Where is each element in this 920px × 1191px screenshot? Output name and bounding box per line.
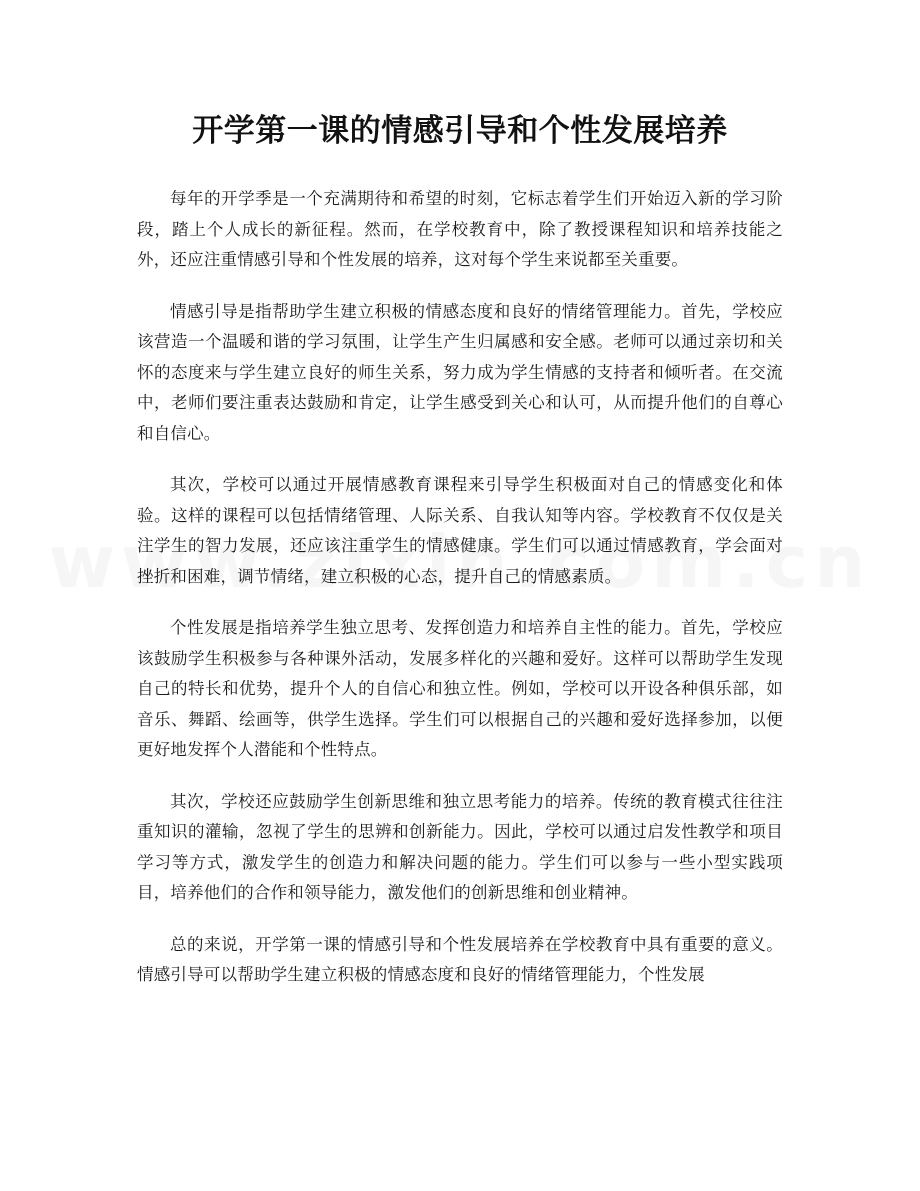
paragraph-4: 个性发展是指培养学生独立思考、发挥创造力和培养自主性的能力。首先，学校应该鼓励学生积极参与各种课外活动，发展多样化的兴趣和爱好。这样可以帮助学生发现自己的特长和优势，提升个人的自信心和独立性。例如，学校可以开设各种俱乐部，如音乐、舞蹈、绘画等，供学生选择。学生们可以根据自己的兴趣和爱好选择参加，以便更好地发挥个人潜能和个性特点。 [137,618,783,759]
document-title: 开学第一课的情感引导和个性发展培养 [192,113,728,149]
paragraph-2: 情感引导是指帮助学生建立积极的情感态度和良好的情绪管理能力。首先，学校应该营造一个温暖和谐的学习氛围，让学生产生归属感和安全感。老师可以通过亲切和关怀的态度来与学生建立良好的师生关系，努力成为学生情感的支持者和倾听者。在交流中，老师们要注重表达鼓励和肯定，让学生感受到关心和认可，从而提升他们的自尊心和自信心。 [137,301,783,443]
paragraph-1: 每年的开学季是一个充满期待和希望的时刻，它标志着学生们开始迈入新的学习阶段，踏上个人成长的新征程。然而，在学校教育中，除了教授课程知识和培养技能之外，还应注重情感引导和个性发展的培养，这对每个学生来说都至关重要。 [137,189,783,269]
paragraph-3: 其次，学校可以通过开展情感教育课程来引导学生积极面对自己的情感变化和体验。这样的课程可以包括情绪管理、人际关系、自我认知等内容。学校教育不仅仅是关注学生的智力发展，还应该注重学生的情感健康。学生们可以通过情感教育，学会面对挫折和困难，调节情绪，建立积极的心态，提升自己的情感素质。 [137,475,783,586]
document-body [137,184,783,1012]
paragraph-5: 其次，学校还应鼓励学生创新思维和独立思考能力的培养。传统的教育模式往往注重知识的灌输，忽视了学生的思辨和创新能力。因此，学校可以通过启发性教学和项目学习等方式，激发学生的创造力和解决问题的能力。学生们可以参与一些小型实践项目，培养他们的合作和领导能力，激发他们的创新思维和创业精神。 [137,791,783,902]
paragraph-6: 总的来说，开学第一课的情感引导和个性发展培养在学校教育中具有重要的意义。情感引导可以帮助学生建立积极的情感态度和良好的情绪管理能力，个性发展 [137,934,783,984]
